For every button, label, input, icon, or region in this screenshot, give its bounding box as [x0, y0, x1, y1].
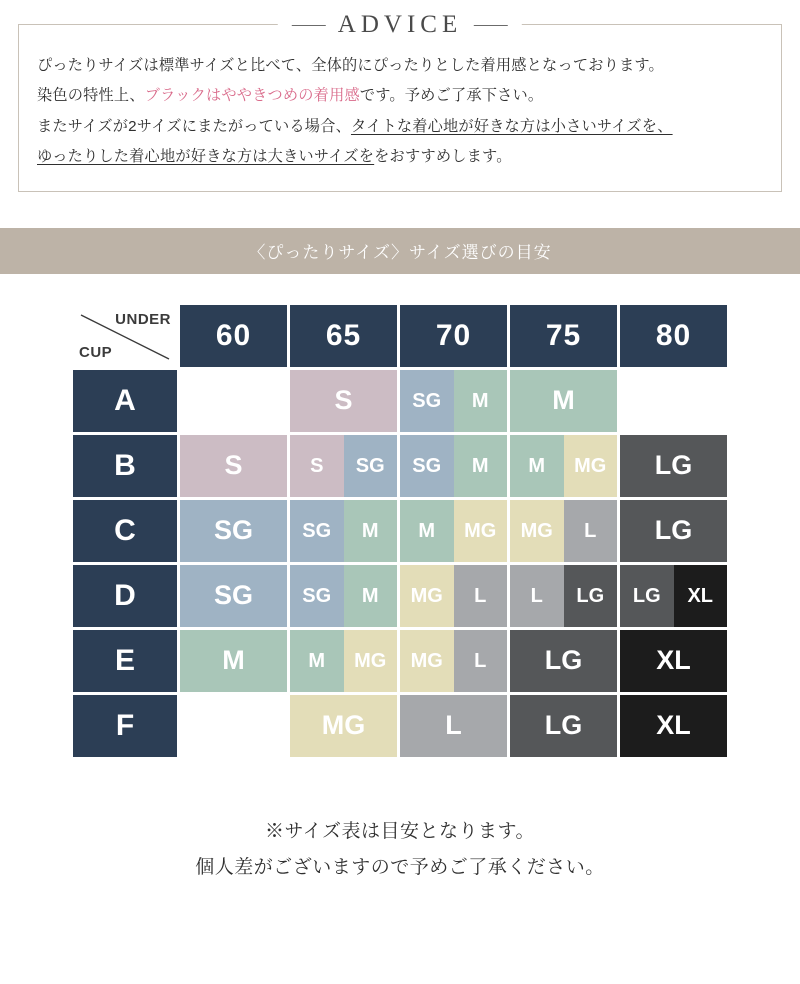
size-label-L: L — [510, 565, 564, 627]
size-cell-D-75 — [510, 565, 617, 627]
table-row — [73, 565, 727, 627]
size-label-LG: LG — [620, 565, 674, 627]
size-label-L: L — [564, 500, 618, 562]
size-cell-inner — [290, 435, 397, 497]
size-label-S: S — [290, 435, 344, 497]
advice-text: です。予めご了承下さい。 — [359, 87, 544, 105]
size-cell-inner — [620, 435, 727, 497]
table-corner-cell — [73, 305, 177, 367]
size-cell-E-65 — [290, 630, 397, 692]
footer-line-2: 個人差がございますので予めご了承ください。 — [195, 856, 605, 878]
table-row — [73, 500, 727, 562]
size-cell-C-65 — [290, 500, 397, 562]
footer-note — [0, 814, 800, 886]
size-table — [70, 302, 730, 760]
size-cell-inner — [180, 500, 287, 562]
title-rule-right — [474, 25, 508, 26]
advice-text: をおすすめします。 — [374, 148, 512, 166]
size-cell-inner — [400, 630, 507, 692]
size-label-M: M — [400, 500, 454, 562]
size-cell-empty — [620, 370, 727, 432]
cup-label-F: F — [73, 695, 177, 757]
advice-line — [37, 112, 763, 142]
size-label-L: L — [454, 565, 508, 627]
advice-text-underline: タイトな着心地が好きな方は小さいサイズを、 — [350, 117, 673, 135]
size-label-L: L — [454, 630, 508, 692]
advice-line — [37, 142, 763, 172]
size-cell-E-70 — [400, 630, 507, 692]
size-label-SG: SG — [290, 565, 344, 627]
size-label-MG: MG — [454, 500, 508, 562]
table-row — [73, 695, 727, 757]
size-label-XL: XL — [620, 695, 727, 757]
size-label-LG: LG — [620, 435, 727, 497]
size-cell-D-60 — [180, 565, 287, 627]
size-label-SG: SG — [180, 565, 287, 627]
size-cell-inner — [510, 565, 617, 627]
size-cell-inner — [290, 370, 397, 432]
size-cell-F-60 — [180, 695, 287, 757]
size-cell-inner — [400, 565, 507, 627]
size-cell-A-75 — [510, 370, 617, 432]
advice-text-underline: ゆったりした着心地が好きな方は大きいサイズを — [37, 148, 375, 166]
size-cell-F-80 — [620, 695, 727, 757]
size-cell-inner — [620, 370, 727, 432]
size-cell-A-80 — [620, 370, 727, 432]
size-label-SG: SG — [180, 500, 287, 562]
table-row — [73, 435, 727, 497]
size-cell-C-80 — [620, 500, 727, 562]
size-cell-F-70 — [400, 695, 507, 757]
under-header-65: 65 — [290, 305, 397, 367]
size-cell-inner — [290, 500, 397, 562]
size-cell-B-80 — [620, 435, 727, 497]
size-cell-inner — [400, 500, 507, 562]
table-header-row — [73, 305, 727, 367]
size-cell-inner — [400, 370, 507, 432]
size-cell-C-75 — [510, 500, 617, 562]
size-cell-inner — [180, 370, 287, 432]
size-cell-inner — [290, 695, 397, 757]
size-cell-D-70 — [400, 565, 507, 627]
size-label-M: M — [454, 435, 508, 497]
size-label-MG: MG — [344, 630, 398, 692]
advice-box — [18, 11, 782, 192]
size-label-SG: SG — [400, 370, 454, 432]
under-header-60: 60 — [180, 305, 287, 367]
size-label-SG: SG — [400, 435, 454, 497]
size-cell-E-60 — [180, 630, 287, 692]
size-cell-D-80 — [620, 565, 727, 627]
advice-text: 染色の特性上、 — [37, 87, 145, 105]
size-cell-inner — [290, 565, 397, 627]
size-label-S: S — [180, 435, 287, 497]
cup-label-D: D — [73, 565, 177, 627]
cup-label-C: C — [73, 500, 177, 562]
size-label-MG: MG — [290, 695, 397, 757]
size-label-SG: SG — [344, 435, 398, 497]
size-cell-C-60 — [180, 500, 287, 562]
size-cell-inner — [180, 435, 287, 497]
size-cell-inner — [180, 630, 287, 692]
size-cell-inner — [180, 695, 287, 757]
size-label-SG: SG — [290, 500, 344, 562]
cup-label-B: B — [73, 435, 177, 497]
size-label-MG: MG — [400, 630, 454, 692]
size-cell-E-75 — [510, 630, 617, 692]
size-cell-empty — [180, 695, 287, 757]
size-cell-inner — [620, 565, 727, 627]
size-cell-A-65 — [290, 370, 397, 432]
size-cell-B-60 — [180, 435, 287, 497]
size-cell-B-70 — [400, 435, 507, 497]
size-cell-inner — [510, 435, 617, 497]
size-label-LG: LG — [510, 695, 617, 757]
size-cell-inner — [290, 630, 397, 692]
size-cell-inner — [510, 500, 617, 562]
advice-text-highlight: ブラックはややきつめの着用感 — [144, 87, 360, 105]
size-cell-D-65 — [290, 565, 397, 627]
size-label-LG: LG — [510, 630, 617, 692]
size-cell-inner — [510, 695, 617, 757]
table-row — [73, 630, 727, 692]
advice-line — [37, 81, 763, 111]
cup-label-A: A — [73, 370, 177, 432]
advice-title-text: ADVICE — [337, 11, 463, 38]
size-cell-F-75 — [510, 695, 617, 757]
size-cell-F-65 — [290, 695, 397, 757]
size-label-M: M — [454, 370, 508, 432]
under-header-80: 80 — [620, 305, 727, 367]
size-label-M: M — [290, 630, 344, 692]
size-cell-A-60 — [180, 370, 287, 432]
size-cell-inner — [400, 695, 507, 757]
size-label-M: M — [344, 565, 398, 627]
size-label-LG: LG — [564, 565, 618, 627]
size-label-M: M — [344, 500, 398, 562]
advice-text: またサイズが2サイズにまたがっている場合、 — [37, 117, 351, 135]
under-axis-label: UNDER — [115, 310, 171, 328]
section-header-bar — [0, 228, 800, 274]
size-label-M: M — [510, 435, 564, 497]
size-chart — [70, 302, 730, 760]
cup-axis-label: CUP — [79, 343, 113, 361]
size-cell-inner — [510, 630, 617, 692]
under-header-75: 75 — [510, 305, 617, 367]
size-label-M: M — [180, 630, 287, 692]
size-label-S: S — [290, 370, 397, 432]
size-label-XL: XL — [674, 565, 728, 627]
section-header-label: 〈ぴったりサイズ〉サイズ選びの目安 — [248, 243, 552, 263]
size-label-MG: MG — [510, 500, 564, 562]
advice-title — [278, 11, 522, 39]
cup-label-E: E — [73, 630, 177, 692]
size-label-MG: MG — [564, 435, 618, 497]
size-table-body — [73, 305, 727, 757]
title-rule-left — [292, 25, 326, 26]
footer-line-1: ※サイズ表は目安となります。 — [265, 820, 535, 842]
size-cell-inner — [400, 435, 507, 497]
size-cell-inner — [510, 370, 617, 432]
size-cell-B-75 — [510, 435, 617, 497]
size-cell-inner — [180, 565, 287, 627]
size-cell-C-70 — [400, 500, 507, 562]
size-cell-inner — [620, 630, 727, 692]
size-label-MG: MG — [400, 565, 454, 627]
advice-body — [37, 51, 763, 173]
size-cell-empty — [180, 370, 287, 432]
size-cell-inner — [620, 500, 727, 562]
size-label-M: M — [510, 370, 617, 432]
advice-text: ぴったりサイズは標準サイズと比べて、全体的にぴったりとした着用感となっております。 — [37, 57, 664, 74]
size-cell-E-80 — [620, 630, 727, 692]
size-label-XL: XL — [620, 630, 727, 692]
table-row — [73, 370, 727, 432]
size-label-L: L — [400, 695, 507, 757]
advice-line — [37, 51, 763, 81]
size-cell-A-70 — [400, 370, 507, 432]
under-header-70: 70 — [400, 305, 507, 367]
size-label-LG: LG — [620, 500, 727, 562]
size-cell-inner — [620, 695, 727, 757]
size-cell-B-65 — [290, 435, 397, 497]
